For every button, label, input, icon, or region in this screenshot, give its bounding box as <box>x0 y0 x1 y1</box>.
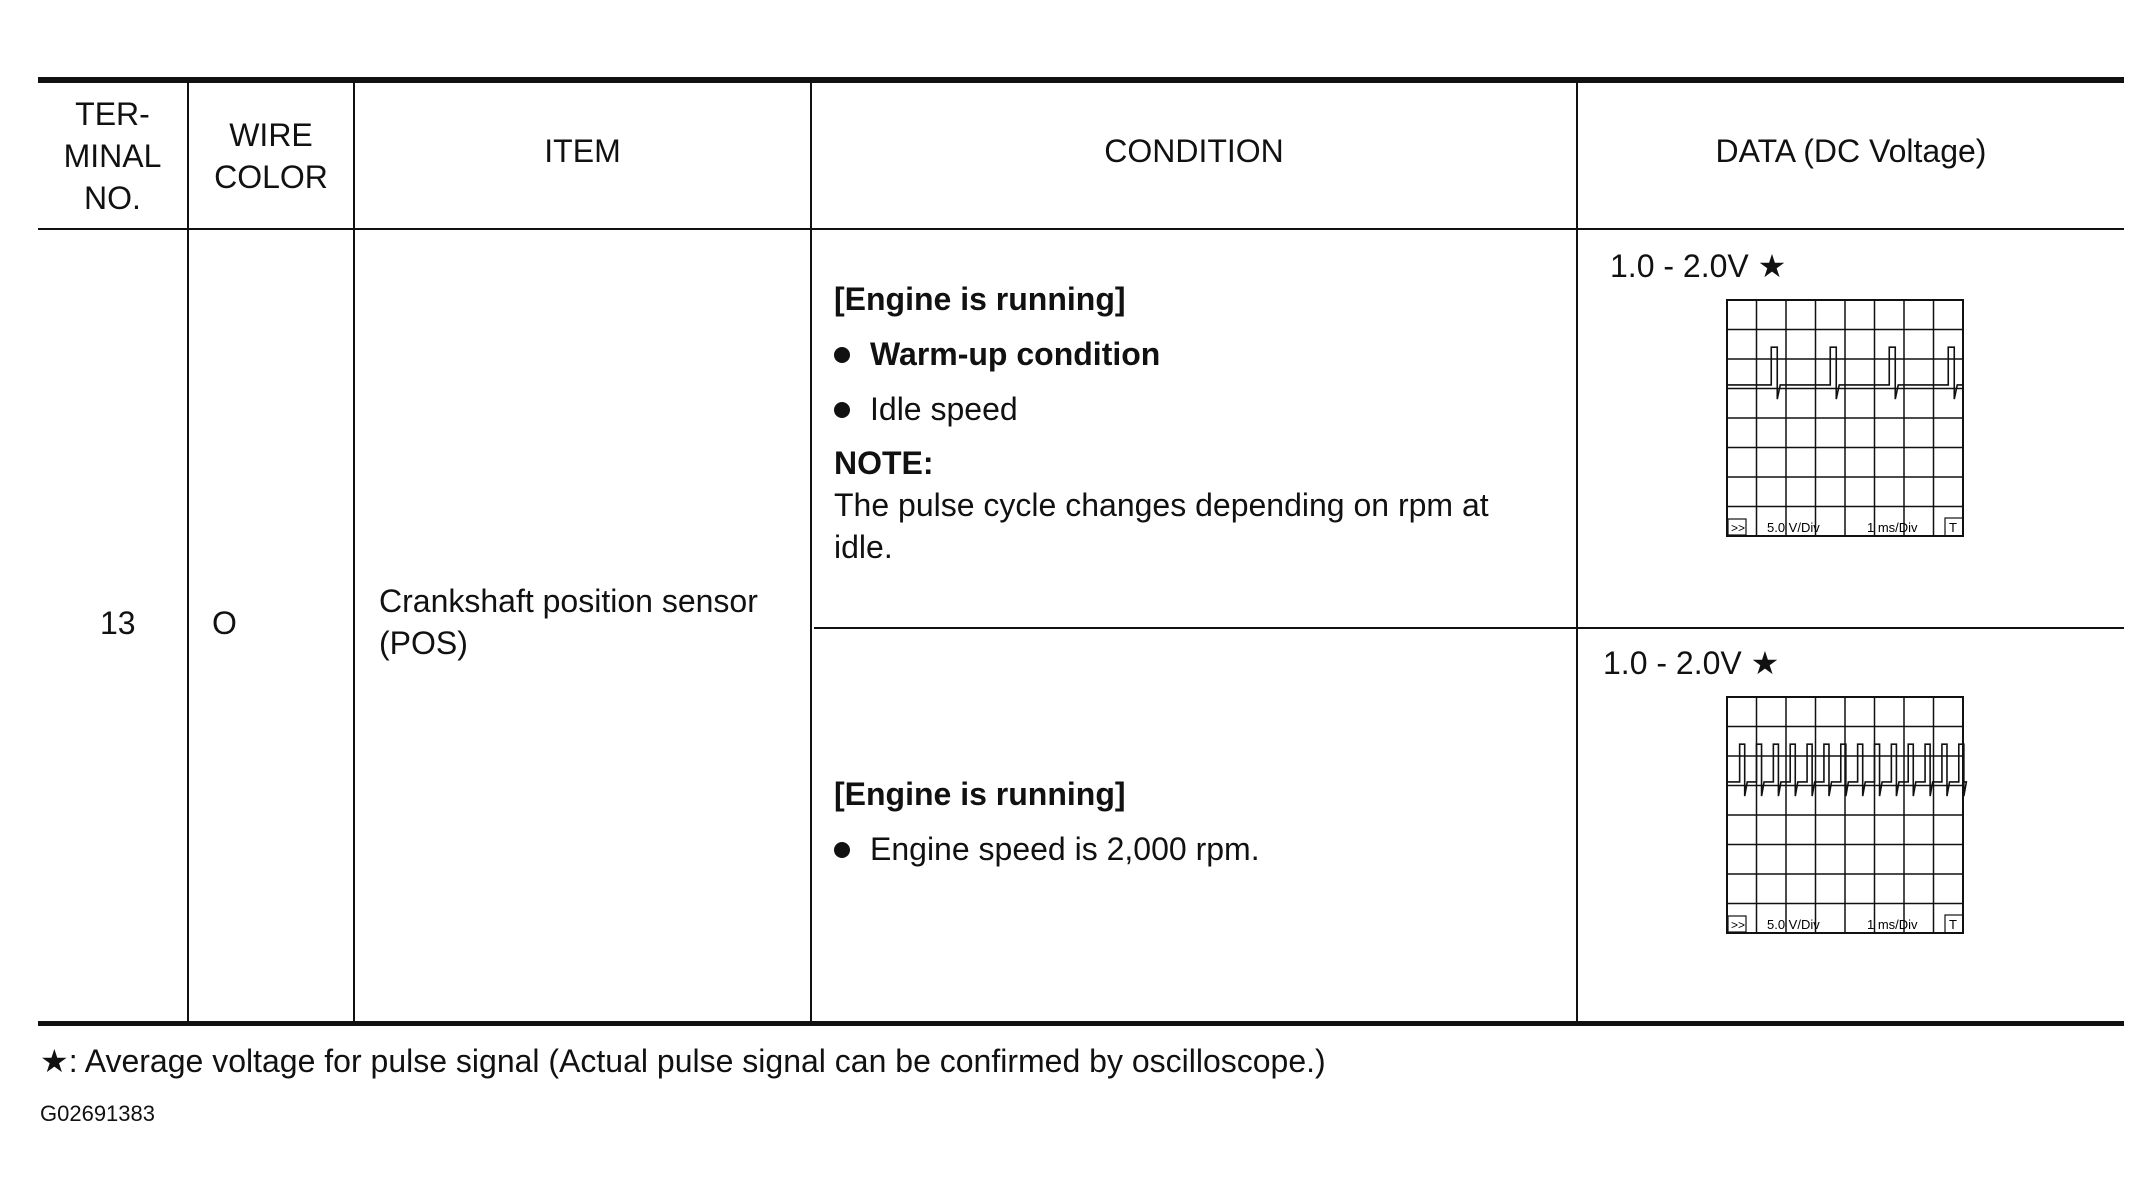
header-bottom-rule <box>38 228 2124 230</box>
col-divider-3 <box>810 83 812 1021</box>
scope-time-div: 1 ms/Div <box>1867 520 1918 535</box>
condition-2 <box>834 773 1564 870</box>
data-1-voltage <box>1610 245 1786 287</box>
star-icon: ★ <box>40 1042 69 1080</box>
header-terminal-no <box>38 83 187 228</box>
footnote <box>40 1040 1326 1082</box>
header-terminal-line1: TER- <box>75 95 150 132</box>
scope-trigger-marker: T <box>1949 917 1957 932</box>
figure-id: G02691383 <box>40 1101 155 1126</box>
bullet-icon <box>834 347 850 363</box>
bullet-icon <box>834 402 850 418</box>
item-name-line1: Crankshaft position sensor <box>379 583 758 619</box>
terminal-number: 13 <box>100 605 136 641</box>
condition-1-note-label: NOTE: <box>834 445 934 481</box>
condition-1 <box>834 278 1564 568</box>
condition-1-heading: [Engine is running] <box>834 281 1126 317</box>
condition-2-heading: [Engine is running] <box>834 776 1126 812</box>
star-icon: ★ <box>1750 644 1780 682</box>
item-name-line2: (POS) <box>379 625 468 661</box>
condition-1-note-line1: The pulse cycle changes depending on rpm at <box>834 487 1489 523</box>
data-1-voltage-value: 1.0 - 2.0V <box>1610 248 1749 284</box>
data-2-voltage <box>1603 642 1779 684</box>
header-wire-line1: WIRE <box>229 116 313 153</box>
scope-volts-div: 5.0 V/Div <box>1767 917 1820 932</box>
condition-divider-rule <box>814 627 2124 629</box>
scope-left-marker: >> <box>1731 521 1746 535</box>
col-divider-2 <box>353 83 355 1021</box>
scope-grid <box>1727 697 1963 933</box>
header-condition: CONDITION <box>1104 132 1284 169</box>
table-bottom-rule <box>38 1021 2124 1026</box>
bullet-icon <box>834 842 850 858</box>
oscilloscope-waveform-idle <box>1725 298 1981 570</box>
condition-1-bullet-2: Idle speed <box>834 388 1564 430</box>
scope-time-div: 1 ms/Div <box>1867 917 1918 932</box>
condition-1-note-line2: idle. <box>834 529 893 565</box>
header-data: DATA (DC Voltage) <box>1715 132 1987 169</box>
footnote-text: : Average voltage for pulse signal (Actual pulse signal can be confirmed by oscilloscope.) <box>68 1043 1326 1079</box>
scope-volts-div: 5.0 V/Div <box>1767 520 1820 535</box>
header-terminal-line3: NO. <box>84 179 141 216</box>
data-2-voltage-value: 1.0 - 2.0V <box>1603 645 1742 681</box>
scope-trigger-marker: T <box>1949 520 1957 535</box>
header-wire-color <box>189 83 353 228</box>
header-terminal-line2: MINAL <box>63 137 162 174</box>
waveform-trace <box>1727 744 1966 796</box>
wire-color-value: O <box>212 605 237 641</box>
oscilloscope-waveform-2000rpm <box>1725 695 1981 967</box>
header-item: ITEM <box>544 132 621 169</box>
scope-left-marker: >> <box>1731 918 1746 932</box>
condition-2-bullet-1: Engine speed is 2,000 rpm. <box>834 828 1564 870</box>
col-divider-4 <box>1576 83 1578 1021</box>
header-wire-line2: COLOR <box>214 158 328 195</box>
scope-grid <box>1727 300 1963 536</box>
item-name <box>379 580 758 664</box>
star-icon: ★ <box>1757 247 1787 285</box>
condition-1-bullet-1: Warm-up condition <box>834 333 1564 375</box>
